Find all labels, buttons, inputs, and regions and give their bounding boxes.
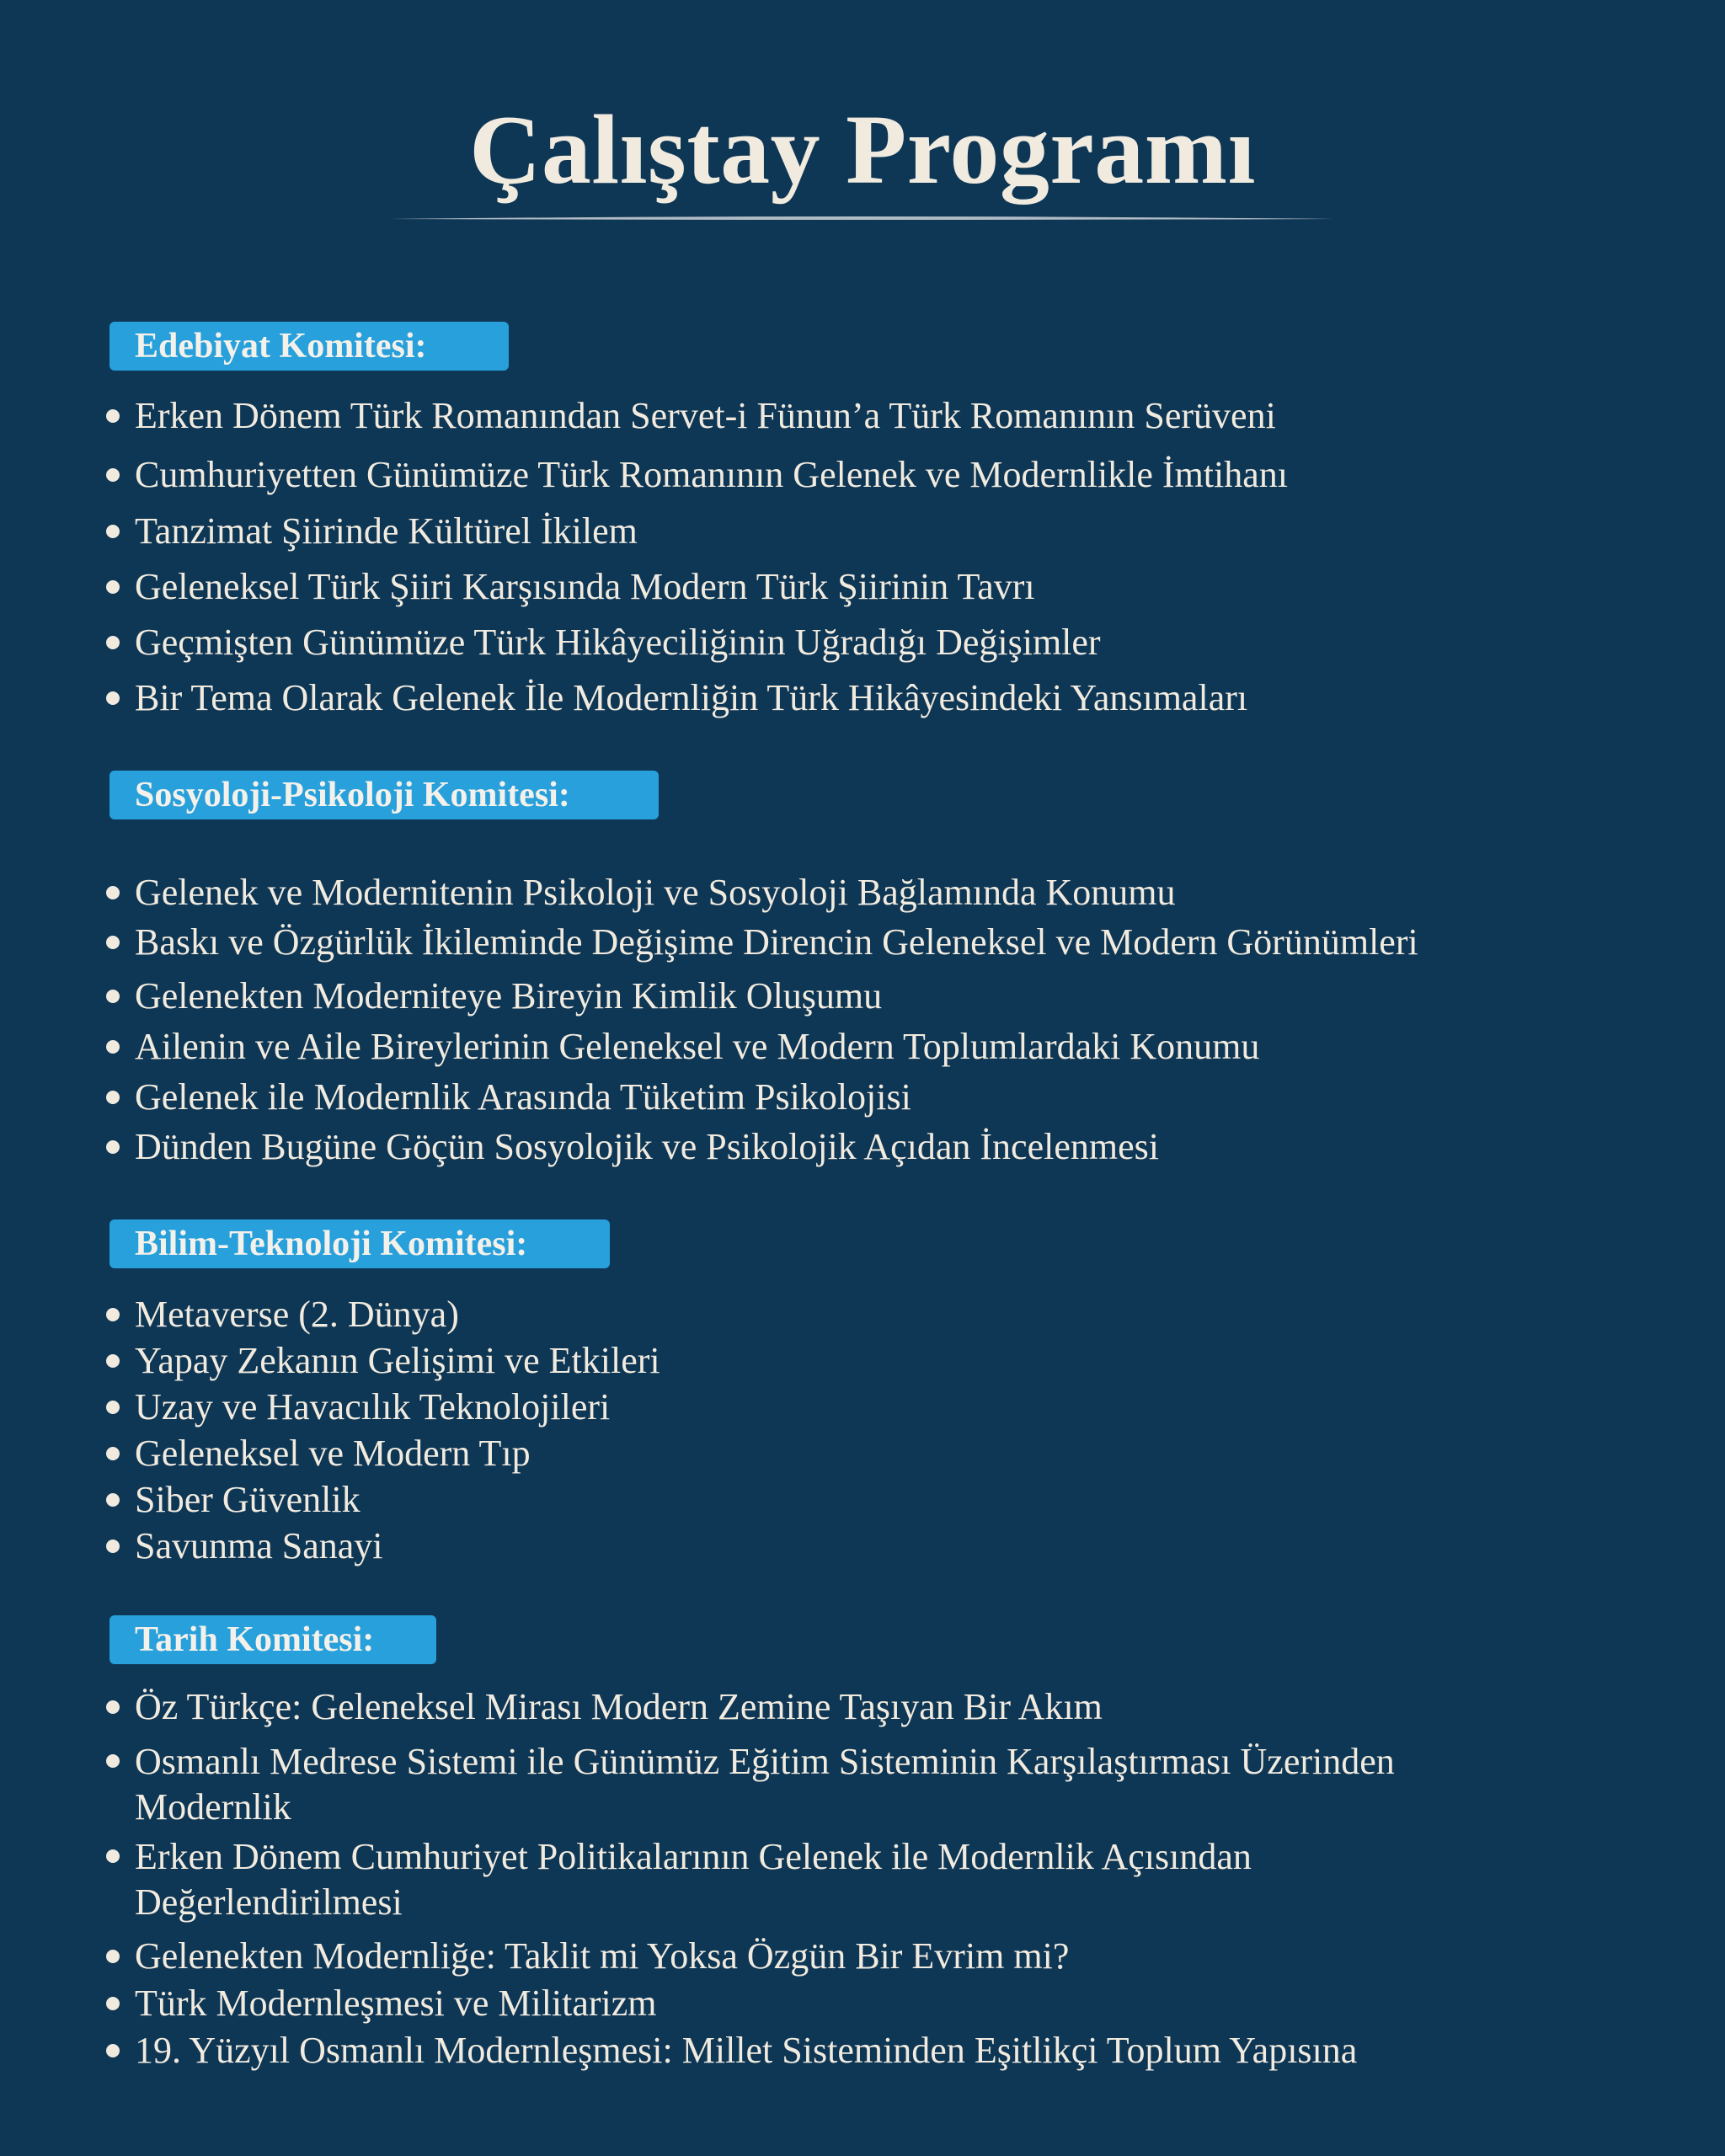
list-item: Metaverse (2. Dünya) xyxy=(135,1292,459,1337)
bullet-icon xyxy=(106,1540,120,1553)
bullet-icon xyxy=(106,636,120,649)
bullet-icon xyxy=(106,1401,120,1414)
list-item: Siber Güvenlik xyxy=(135,1477,360,1523)
bullet-icon xyxy=(106,1700,120,1714)
bullet-icon xyxy=(106,1040,120,1054)
title-underline xyxy=(390,216,1335,221)
section-badge-sosyoloji-psikoloji: Sosyoloji-Psikoloji Komitesi: xyxy=(109,771,659,819)
list-item: Gelenekten Moderniteye Bireyin Kimlik Oluşumu xyxy=(135,974,882,1019)
bullet-icon xyxy=(106,409,120,423)
list-item: Baskı ve Özgürlük İkileminde Değişime Direncin Geleneksel ve Modern Görünümleri xyxy=(135,920,1418,965)
bullet-icon xyxy=(106,936,120,949)
section-badge-edebiyat: Edebiyat Komitesi: xyxy=(109,322,509,371)
list-item: Geçmişten Günümüze Türk Hikâyeciliğinin Uğradığı Değişimler xyxy=(135,620,1101,665)
bullet-icon xyxy=(106,1140,120,1154)
list-item: Uzay ve Havacılık Teknolojileri xyxy=(135,1385,610,1430)
bullet-icon xyxy=(106,990,120,1003)
bullet-icon xyxy=(106,1754,120,1768)
section-badge-bilim-teknoloji: Bilim-Teknoloji Komitesi: xyxy=(109,1219,610,1268)
bullet-icon xyxy=(106,1849,120,1863)
list-item: Geleneksel ve Modern Tıp xyxy=(135,1431,531,1476)
bullet-icon xyxy=(106,580,120,594)
list-item: Erken Dönem Türk Romanından Servet-i Fünun’a Türk Romanının Serüveni xyxy=(135,393,1276,439)
list-item: 19. Yüzyıl Osmanlı Modernleşmesi: Millet Sisteminden Eşitlikçi Toplum Yapısına xyxy=(135,2028,1357,2073)
list-item: Tanzimat Şiirinde Kültürel İkilem xyxy=(135,509,638,554)
list-item: Ailenin ve Aile Bireylerinin Geleneksel ve Modern Toplumlardaki Konumu xyxy=(135,1024,1259,1070)
list-item: Osmanlı Medrese Sistemi ile Günümüz Eğitim Sisteminin Karşılaştırması Üzerinden Modernlik xyxy=(135,1739,1449,1830)
list-item: Dünden Bugüne Göçün Sosyolojik ve Psikolojik Açıdan İncelenmesi xyxy=(135,1124,1159,1170)
list-item: Öz Türkçe: Geleneksel Mirası Modern Zemine Taşıyan Bir Akım xyxy=(135,1684,1103,1730)
section-badge-tarih: Tarih Komitesi: xyxy=(109,1615,436,1664)
list-item: Türk Modernleşmesi ve Militarizm xyxy=(135,1981,657,2026)
list-item: Bir Tema Olarak Gelenek İle Modernliğin Türk Hikâyesindeki Yansımaları xyxy=(135,675,1247,721)
bullet-icon xyxy=(106,1354,120,1368)
bullet-icon xyxy=(106,886,120,899)
page-title: Çalıştay Programı xyxy=(469,94,1256,205)
list-item: Erken Dönem Cumhuriyet Politikalarının Gelenek ile Modernlik Açısından Değerlendirilmesi xyxy=(135,1834,1449,1925)
bullet-icon xyxy=(106,1997,120,2010)
bullet-icon xyxy=(106,691,120,705)
bullet-icon xyxy=(106,1447,120,1460)
list-item: Gelenek ile Modernlik Arasında Tüketim Psikolojisi xyxy=(135,1075,911,1120)
list-item: Cumhuriyetten Günümüze Türk Romanının Gelenek ve Modernlikle İmtihanı xyxy=(135,452,1288,498)
list-item: Yapay Zekanın Gelişimi ve Etkileri xyxy=(135,1338,660,1384)
bullet-icon xyxy=(106,1493,120,1507)
bullet-icon xyxy=(106,1091,120,1104)
bullet-icon xyxy=(106,1308,120,1321)
list-item: Geleneksel Türk Şiiri Karşısında Modern Türk Şiirinin Tavrı xyxy=(135,564,1035,610)
bullet-icon xyxy=(106,2044,120,2057)
list-item: Savunma Sanayi xyxy=(135,1524,383,1569)
list-item: Gelenek ve Modernitenin Psikoloji ve Sosyoloji Bağlamında Konumu xyxy=(135,870,1176,915)
list-item: Gelenekten Modernliğe: Taklit mi Yoksa Özgün Bir Evrim mi? xyxy=(135,1934,1069,1979)
bullet-icon xyxy=(106,468,120,482)
bullet-icon xyxy=(106,1950,120,1963)
bullet-icon xyxy=(106,525,120,538)
